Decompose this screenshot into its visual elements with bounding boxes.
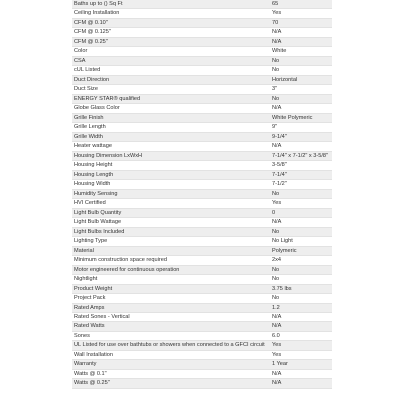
spec-row	[72, 303, 332, 312]
spec-label: ENERGY STAR® qualified	[72, 94, 270, 103]
spec-label: Heater wattage	[72, 142, 270, 151]
spec-label: CSA	[72, 56, 270, 65]
spec-value: N/A	[270, 379, 332, 388]
spec-row	[72, 360, 332, 369]
spec-row	[72, 379, 332, 388]
spec-value: N/A	[270, 28, 332, 37]
spec-row	[72, 350, 332, 359]
spec-label: Ceiling Installation	[72, 9, 270, 18]
spec-value: 1 Year	[270, 360, 332, 369]
spec-value: 70	[270, 18, 332, 27]
spec-value: Polymeric	[270, 246, 332, 255]
spec-value: N/A	[270, 142, 332, 151]
spec-label: Sones	[72, 331, 270, 340]
spec-value: Horizontal	[270, 75, 332, 84]
spec-label: Grille Finish	[72, 113, 270, 122]
spec-label: Duct Direction	[72, 75, 270, 84]
spec-row	[72, 227, 332, 236]
spec-row	[72, 189, 332, 198]
spec-row	[72, 180, 332, 189]
spec-value: N/A	[270, 322, 332, 331]
spec-value: White	[270, 47, 332, 56]
spec-value: 7-1/4" x 7-1/2" x 3-5/8"	[270, 151, 332, 160]
spec-row	[72, 161, 332, 170]
spec-label: Grille Length	[72, 123, 270, 132]
spec-value: N/A	[270, 218, 332, 227]
specifications-body	[72, 0, 332, 388]
spec-row	[72, 56, 332, 65]
spec-label: Product Weight	[72, 284, 270, 293]
spec-value: White Polymeric	[270, 113, 332, 122]
spec-label: Baths up to () Sq Ft	[72, 0, 270, 9]
spec-row	[72, 28, 332, 37]
spec-label: Humidity Sensing	[72, 189, 270, 198]
spec-value: No	[270, 189, 332, 198]
spec-row	[72, 151, 332, 160]
spec-value: 2x4	[270, 256, 332, 265]
spec-row	[72, 246, 332, 255]
spec-row	[72, 341, 332, 350]
spec-label: CFM @ 0.125"	[72, 28, 270, 37]
spec-row	[72, 369, 332, 378]
spec-label: Housing Width	[72, 180, 270, 189]
spec-label: Project Pack	[72, 294, 270, 303]
spec-row	[72, 237, 332, 246]
spec-label: Duct Size	[72, 85, 270, 94]
spec-label: Housing Dimension LxWxH	[72, 151, 270, 160]
spec-value: 6.0	[270, 331, 332, 340]
spec-label: Grille Width	[72, 132, 270, 141]
spec-label: Light Bulb Quantity	[72, 208, 270, 217]
spec-value: No Light	[270, 237, 332, 246]
spec-value: N/A	[270, 312, 332, 321]
spec-label: Rated Sones - Vertical	[72, 312, 270, 321]
spec-value: No	[270, 56, 332, 65]
spec-label: cUL Listed	[72, 66, 270, 75]
spec-value: N/A	[270, 369, 332, 378]
spec-value: Yes	[270, 9, 332, 18]
spec-value: No	[270, 294, 332, 303]
spec-value: N/A	[270, 37, 332, 46]
spec-value: 3-5/8"	[270, 161, 332, 170]
spec-row	[72, 18, 332, 27]
spec-value: 0	[270, 208, 332, 217]
spec-row	[72, 199, 332, 208]
spec-row	[72, 331, 332, 340]
spec-label: Globe Glass Color	[72, 104, 270, 113]
spec-label: Light Bulb Wattage	[72, 218, 270, 227]
spec-row	[72, 322, 332, 331]
spec-row	[72, 94, 332, 103]
spec-value: No	[270, 275, 332, 284]
spec-label: UL Listed for use over bathtubs or showers when connected to a GFCI circuit	[72, 341, 270, 350]
spec-row	[72, 66, 332, 75]
spec-row	[72, 75, 332, 84]
spec-row	[72, 256, 332, 265]
spec-value: No	[270, 66, 332, 75]
spec-row	[72, 113, 332, 122]
spec-row	[72, 208, 332, 217]
spec-row	[72, 132, 332, 141]
spec-value: 1.2	[270, 303, 332, 312]
spec-label: Watts @ 0.1"	[72, 369, 270, 378]
specifications-table	[72, 0, 332, 389]
spec-row	[72, 294, 332, 303]
spec-row	[72, 284, 332, 293]
spec-value: No	[270, 227, 332, 236]
spec-label: Material	[72, 246, 270, 255]
spec-value: 65	[270, 0, 332, 9]
spec-label: HVI Certified	[72, 199, 270, 208]
spec-row	[72, 104, 332, 113]
spec-label: Color	[72, 47, 270, 56]
spec-value: Yes	[270, 341, 332, 350]
spec-label: Warranty	[72, 360, 270, 369]
spec-row	[72, 265, 332, 274]
spec-label: CFM @ 0.10"	[72, 18, 270, 27]
spec-row	[72, 0, 332, 9]
spec-label: Rated Watts	[72, 322, 270, 331]
spec-label: Motor engineered for continuous operation	[72, 265, 270, 274]
spec-row	[72, 275, 332, 284]
spec-value: 7-1/2"	[270, 180, 332, 189]
spec-row	[72, 85, 332, 94]
spec-value: No	[270, 94, 332, 103]
spec-row	[72, 142, 332, 151]
spec-value: No	[270, 265, 332, 274]
spec-row	[72, 123, 332, 132]
spec-label: Light Bulbs Included	[72, 227, 270, 236]
spec-value: Yes	[270, 350, 332, 359]
spec-label: Housing Height	[72, 161, 270, 170]
spec-row	[72, 312, 332, 321]
spec-value: 9"	[270, 123, 332, 132]
spec-value: 7-1/4"	[270, 170, 332, 179]
spec-label: Lighting Type	[72, 237, 270, 246]
spec-label: Minimum construction space required	[72, 256, 270, 265]
spec-value: 9-1/4"	[270, 132, 332, 141]
spec-value: Yes	[270, 199, 332, 208]
spec-row	[72, 170, 332, 179]
spec-row	[72, 218, 332, 227]
spec-label: Nightlight	[72, 275, 270, 284]
spec-label: Watts @ 0.25"	[72, 379, 270, 388]
spec-label: Housing Length	[72, 170, 270, 179]
spec-label: CFM @ 0.25"	[72, 37, 270, 46]
spec-row	[72, 37, 332, 46]
spec-value: 3"	[270, 85, 332, 94]
spec-row	[72, 9, 332, 18]
spec-row	[72, 47, 332, 56]
spec-label: Wall Installation	[72, 350, 270, 359]
spec-value: 3.75 lbs	[270, 284, 332, 293]
spec-label: Rated Amps	[72, 303, 270, 312]
spec-value: N/A	[270, 104, 332, 113]
